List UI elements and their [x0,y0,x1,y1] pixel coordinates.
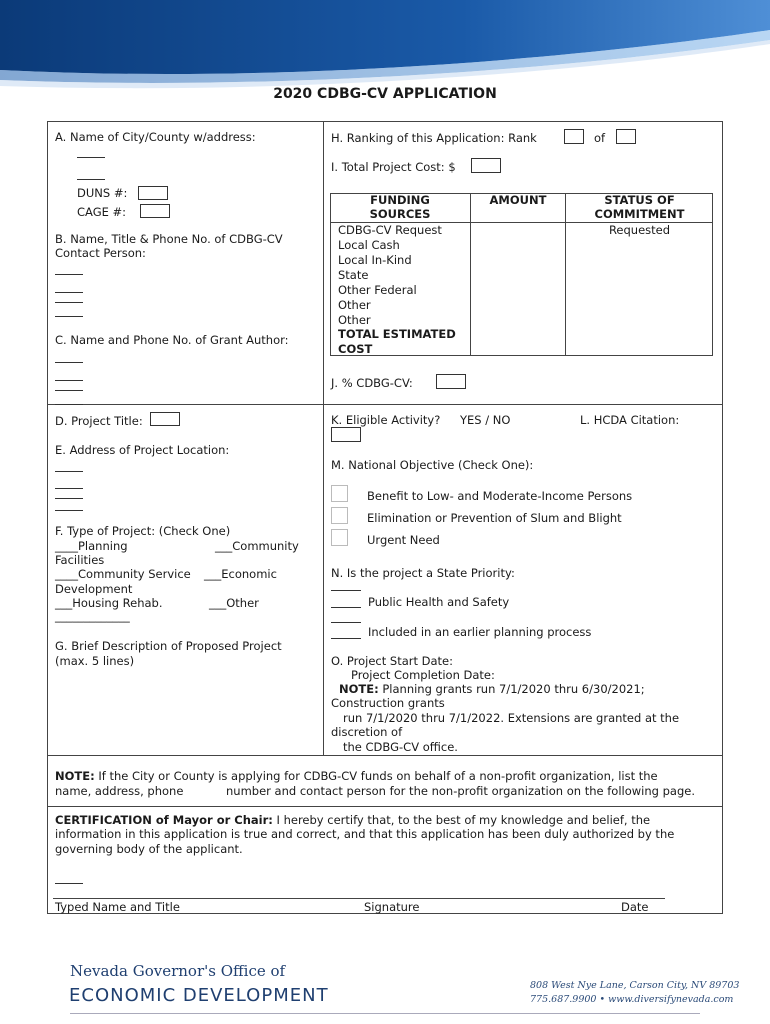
amount-header: AMOUNT [489,193,547,207]
certification-line-1 [55,813,650,827]
status-header-1: STATUS OF [604,193,675,207]
rank-total-field[interactable] [616,129,636,144]
project-title-field[interactable] [150,412,180,426]
signature-label: Signature [364,900,420,914]
section-e-label: E. Address of Project Location: [55,443,230,457]
funding-row-status: Requested [608,223,671,237]
planning-note-label: NOTE: [339,682,379,696]
section-g-label-1: G. Brief Description of Proposed Project [55,639,282,653]
project-completion-date: Project Completion Date: [351,668,495,682]
section-a-label: A. Name of City/County w/address: [55,130,256,144]
duns-label: DUNS #: [77,186,128,200]
city-name-field[interactable] [77,143,105,158]
signature-line[interactable] [53,898,665,899]
certification-text-1: I hereby certify that, to the best of my knowledge and belief, the [272,813,651,827]
type-planning[interactable]: ____Planning [55,539,128,553]
status-header-2: COMMITMENT [594,207,685,221]
section-b-label-2: Contact Person: [55,246,146,260]
construction-note-1: Construction grants [331,696,445,710]
section-i-label: I. Total Project Cost: $ [331,160,456,174]
section-m-label: M. National Objective (Check One): [331,458,534,472]
funding-row-label: Other [338,313,371,327]
type-economic[interactable]: ___Economic [204,567,277,581]
date-label: Date [621,900,649,914]
priority-option: Public Health and Safety [368,595,510,609]
funding-row-label: Local In-Kind [338,253,412,267]
nonprofit-note-line-1 [55,769,658,783]
location-line-4[interactable] [55,498,83,511]
footer-contact: 775.687.9900 • www.diversifynevada.com [530,994,734,1005]
priority-line[interactable] [331,584,361,591]
footer-rule [70,1013,700,1014]
priority-line[interactable] [331,625,361,639]
type-other-line[interactable]: _____________ [55,609,130,623]
footer-address: 808 West Nye Lane, Carson City, NV 89703 [530,980,740,991]
footer-org-line-2: ECONOMIC DEVELOPMENT [69,985,329,1006]
section-l-label: L. HCDA Citation: [580,413,680,427]
nonprofit-note-text-1: If the City or County is applying for CDBG-CV funds on behalf of a non-profit organization, list the [94,769,658,783]
section-k-label: K. Eligible Activity? [331,413,441,427]
certification-text-3: governing body of the applicant. [55,842,243,856]
cdbg-percent-field[interactable] [436,374,466,389]
section-c-label: C. Name and Phone No. of Grant Author: [55,333,289,347]
typed-name-label: Typed Name and Title [55,900,180,914]
section-j-label: J. % CDBG-CV: [331,376,413,390]
footer-org-line-1: Nevada Governor's Office of [70,962,286,980]
duns-field[interactable] [138,186,168,200]
project-start-date: O. Project Start Date: [331,654,454,668]
section-g-label-2: (max. 5 lines) [55,654,135,668]
objective-checkbox[interactable] [331,529,348,546]
banner-graphic [0,0,770,90]
funding-sources-header-2: SOURCES [369,207,431,221]
objective-option: Benefit to Low- and Moderate-Income Persons [367,489,633,503]
type-housing[interactable]: ___Housing Rehab. [55,596,163,610]
type-other[interactable]: ___Other [209,596,259,610]
rank-of-label: of [594,131,606,145]
eligible-activity-field[interactable] [331,427,361,442]
location-line-1[interactable] [55,459,83,472]
section-f-label: F. Type of Project: (Check One) [55,524,231,538]
nonprofit-note-text-2a: name, address, phone [55,784,184,798]
funding-total-label-2: COST [338,342,373,356]
section-h-label: H. Ranking of this Application: Rank [331,131,537,145]
funding-row-label: State [338,268,369,282]
cage-field[interactable] [140,204,170,218]
objective-option: Urgent Need [367,533,440,547]
cage-label: CAGE #: [77,205,127,219]
objective-checkbox[interactable] [331,507,348,524]
funding-total-label-1: TOTAL ESTIMATED [338,327,456,341]
type-community-facilities-cont: Facilities [55,553,105,567]
planning-note-text: Planning grants run 7/1/2020 thru 6/30/2021; [378,682,645,696]
total-cost-field[interactable] [471,158,501,173]
row-divider-3 [47,806,723,807]
row-divider-1 [47,404,723,405]
type-community-service[interactable]: ____Community Service [55,567,191,581]
author-line-4[interactable] [55,392,83,405]
priority-line[interactable] [331,594,361,608]
author-line-1[interactable] [55,350,83,363]
section-b-label-1: B. Name, Title & Phone No. of CDBG-CV [55,232,283,246]
section-d-label: D. Project Title: [55,414,143,428]
funding-row-label: Local Cash [338,238,400,252]
priority-line[interactable] [331,614,361,623]
contact-line-4[interactable] [55,304,83,317]
construction-note-3: discretion of [331,725,403,739]
construction-note-2: run 7/1/2020 thru 7/1/2022. Extensions are granted at the [343,711,680,725]
objective-checkbox[interactable] [331,485,348,502]
author-line-3[interactable] [55,378,83,391]
certification-label: CERTIFICATION of Mayor or Chair: [55,813,273,827]
column-divider [323,121,324,755]
section-n-label: N. Is the project a State Priority: [331,566,515,580]
certification-text-2: information in this application is true and correct, and that this application has been duly authorized by the [55,827,675,841]
funding-sources-header-1: FUNDING [370,193,430,207]
funding-row-label: Other [338,298,371,312]
row-divider-2 [47,755,723,756]
funding-row-label: Other Federal [338,283,417,297]
funding-table-col-divider-1 [470,193,471,356]
contact-line-3[interactable] [55,290,83,303]
type-economic-cont: Development [55,582,133,596]
city-address-field[interactable] [77,165,105,180]
rank-field[interactable] [564,129,584,144]
typed-name-field[interactable] [55,871,83,884]
priority-option: Included in an earlier planning process [368,625,592,639]
header-banner [0,0,770,90]
page-title: 2020 CDBG-CV APPLICATION [273,86,497,102]
objective-option: Elimination or Prevention of Slum and Blight [367,511,622,525]
construction-note-4: the CDBG-CV office. [343,740,458,754]
nonprofit-note-text-2b: number and contact person for the non-profit organization on the following page. [226,784,695,798]
contact-line-1[interactable] [55,262,83,275]
funding-row-label: CDBG-CV Request [338,223,442,237]
nonprofit-note-label: NOTE: [55,769,95,783]
planning-note [339,682,645,696]
eligible-yes-no[interactable]: YES / NO [460,413,511,427]
type-community-facilities[interactable]: ___Community [215,539,299,553]
